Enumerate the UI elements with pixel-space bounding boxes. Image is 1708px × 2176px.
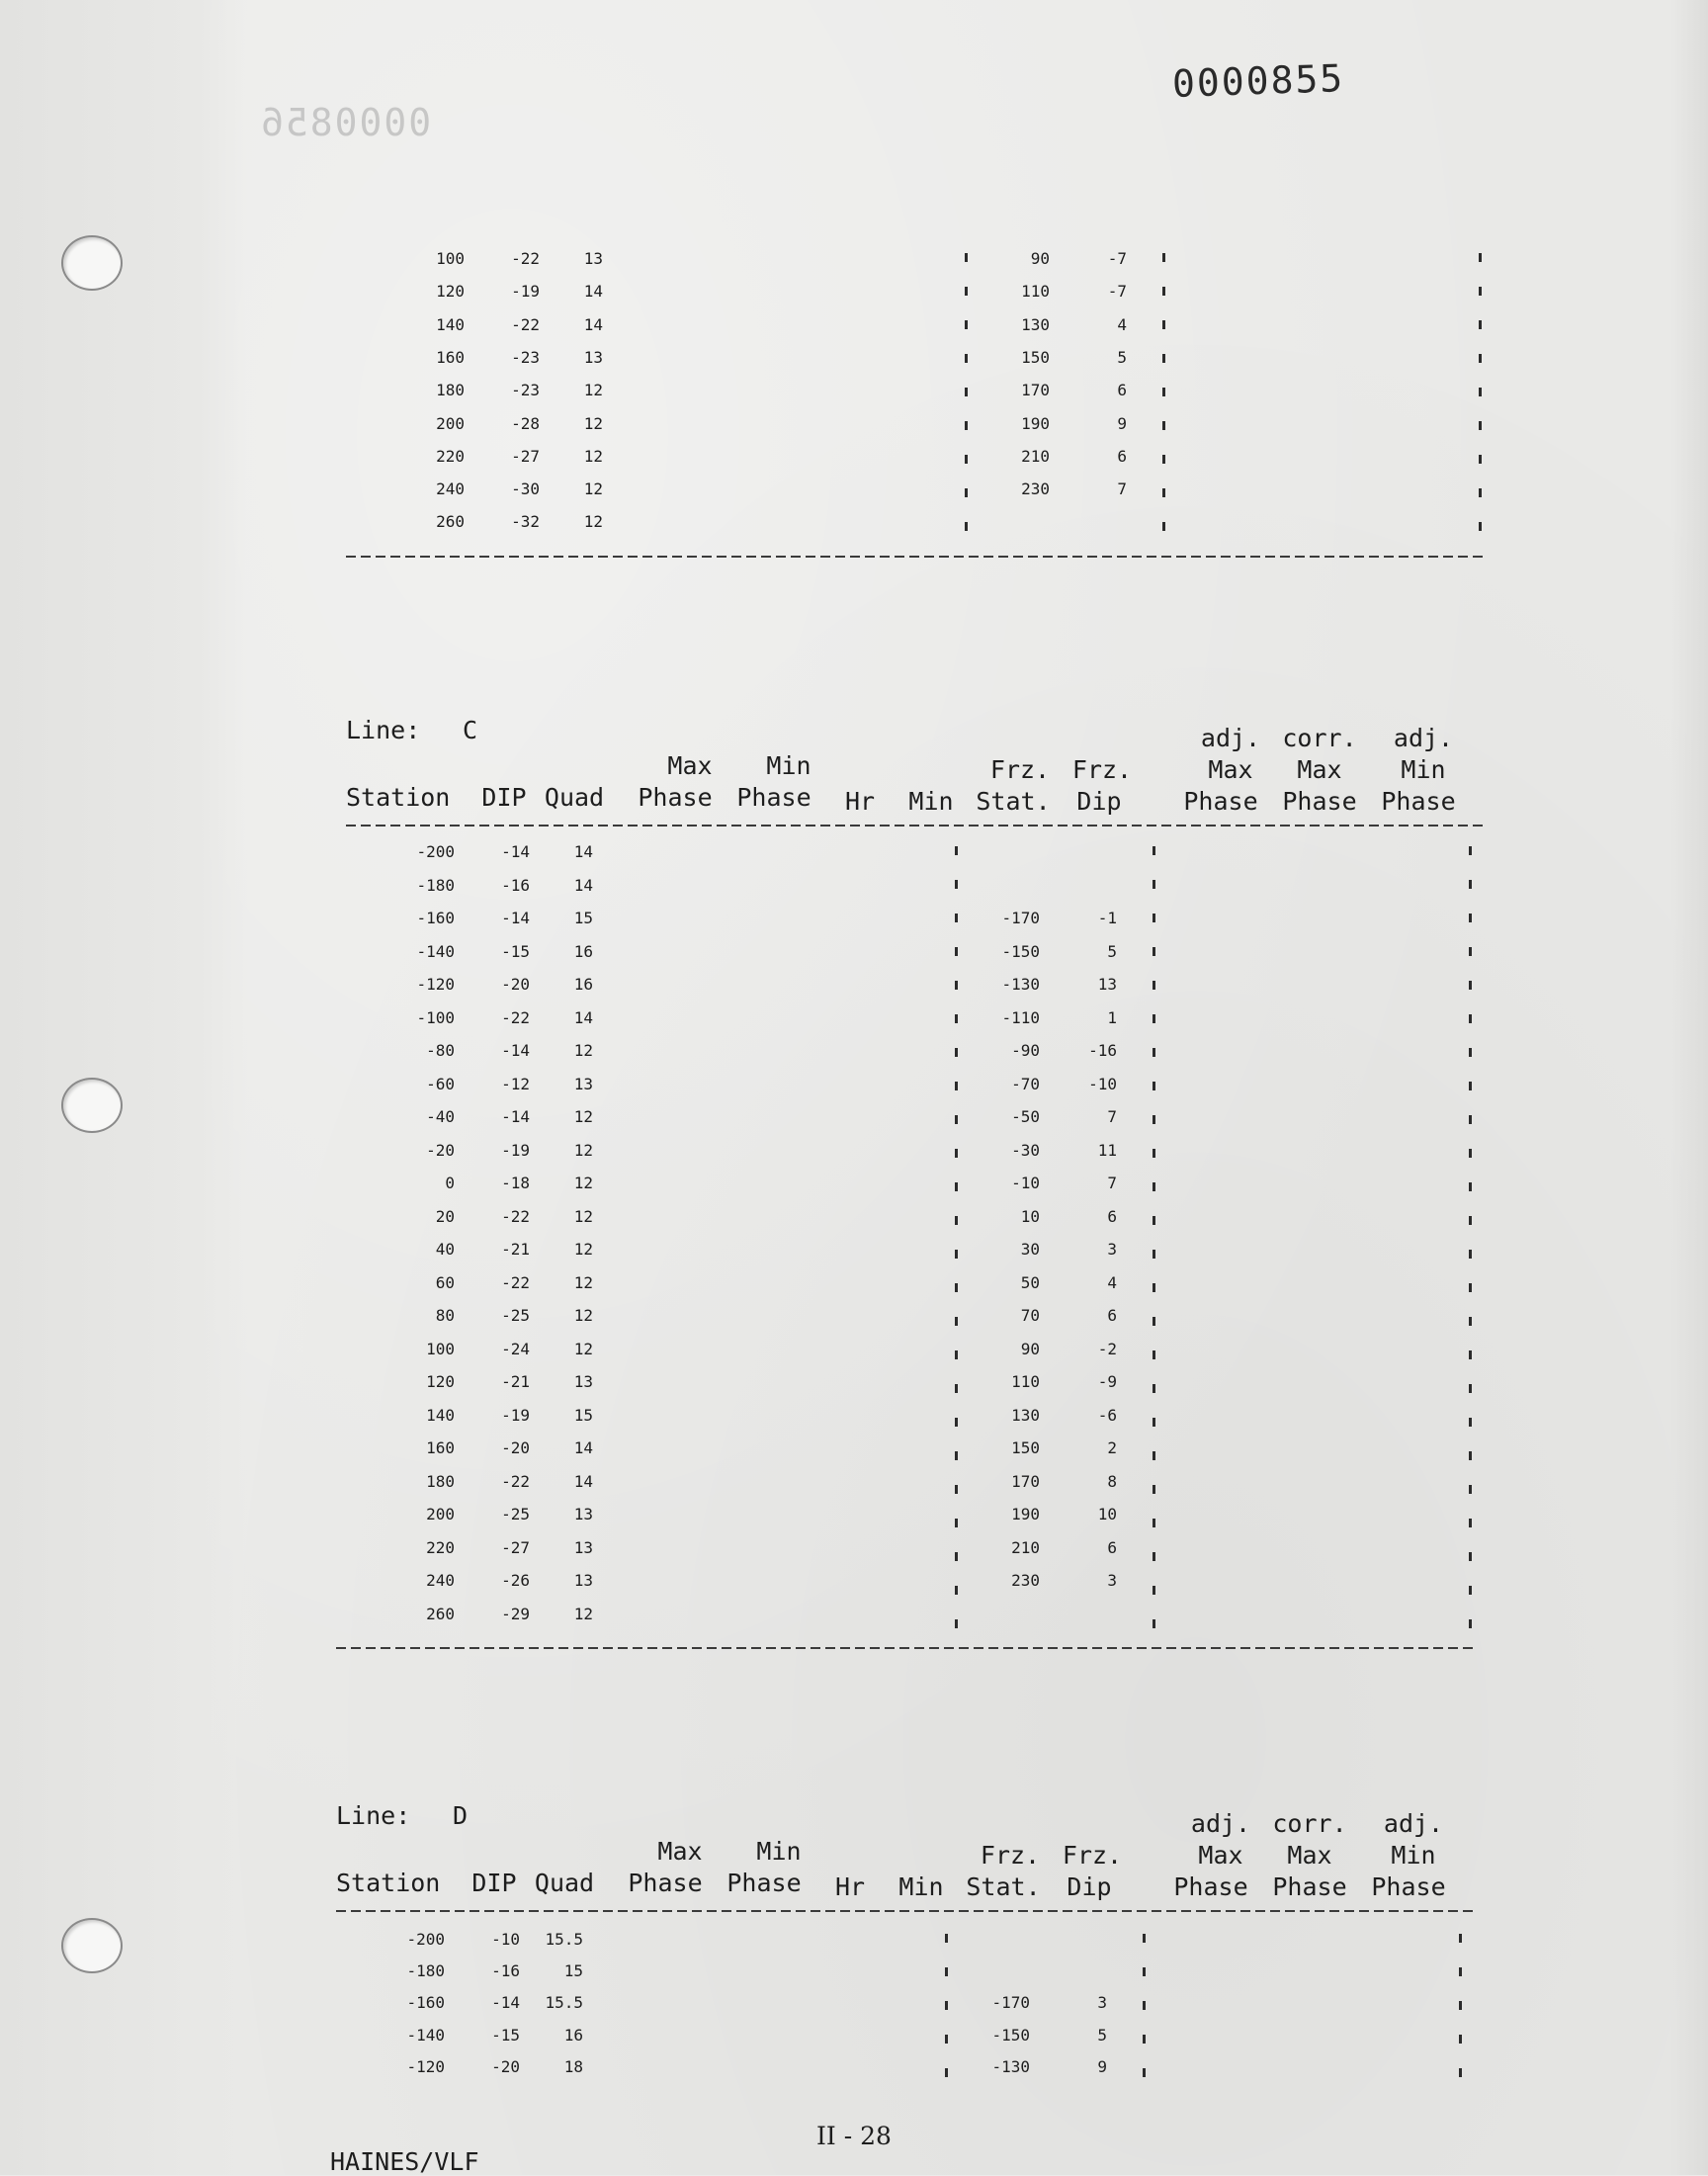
- station-cell: 160: [426, 1438, 455, 1457]
- max-label: Max: [1208, 755, 1253, 784]
- station-cell: 240: [436, 479, 465, 499]
- phase-label: Phase: [1272, 1872, 1347, 1901]
- table-row: [366, 414, 1453, 446]
- table-row: [356, 1273, 1443, 1305]
- frz-label: Frz.: [1071, 755, 1133, 784]
- adj-label: adj.: [1200, 724, 1261, 752]
- quad-cell: 13: [573, 1571, 593, 1590]
- quad-cell: 15: [573, 1405, 593, 1425]
- quad-cell: 12: [573, 1140, 593, 1160]
- frz-stat-cell: 130: [1011, 1405, 1040, 1425]
- dip-cell: -20: [491, 2056, 520, 2076]
- station-cell: 0: [445, 1174, 455, 1192]
- dip-cell: -22: [511, 249, 540, 268]
- phase-label: Phase: [628, 1869, 703, 1897]
- table-row: [356, 1605, 1443, 1636]
- table-row: [346, 1961, 1433, 1993]
- frz-dip-cell: 9: [1097, 2056, 1107, 2076]
- binder-hole-bottom: [61, 1918, 123, 1973]
- quad-cell: 13: [573, 1074, 593, 1093]
- frz-stat-cell: -150: [1001, 941, 1040, 961]
- dip-cell: -24: [501, 1339, 530, 1358]
- phase-label: Phase: [1371, 1872, 1446, 1901]
- dip-cell: -26: [501, 1571, 530, 1590]
- dip-cell: -16: [501, 875, 530, 895]
- frz-dip-cell: 9: [1117, 413, 1127, 433]
- corr-label: corr.: [1282, 724, 1357, 752]
- table-row: [366, 381, 1453, 412]
- table-row: [356, 842, 1443, 874]
- frz-stat-cell: -50: [1011, 1107, 1040, 1126]
- page-left-shadow: [0, 0, 247, 2175]
- phase-label: Phase: [1381, 787, 1456, 816]
- quad-header: Quad: [534, 1869, 595, 1897]
- dip-cell: -25: [501, 1505, 530, 1523]
- hr-header: Hr: [834, 1872, 866, 1901]
- table-row: [356, 1240, 1443, 1271]
- quad-cell: 13: [583, 249, 603, 268]
- frz-dip-cell: 5: [1117, 347, 1127, 367]
- station-cell: 140: [426, 1405, 455, 1425]
- quad-cell: 14: [573, 875, 593, 895]
- table-row: [356, 909, 1443, 940]
- station-cell: 100: [436, 249, 465, 268]
- station-cell: -20: [426, 1140, 455, 1160]
- station-cell: 120: [436, 282, 465, 302]
- table-row: [356, 1340, 1443, 1371]
- dip-cell: -15: [501, 941, 530, 961]
- dip-cell: -20: [501, 1438, 530, 1457]
- frz-dip-cell: -1: [1097, 909, 1117, 927]
- line-id: C: [463, 716, 478, 744]
- min-header: Min: [908, 787, 954, 816]
- page-number: II - 28: [816, 2122, 892, 2150]
- station-cell: -160: [416, 909, 455, 927]
- table-row: [356, 1372, 1443, 1404]
- station-cell: 100: [426, 1339, 455, 1358]
- dip-cell: -21: [501, 1240, 530, 1259]
- quad-cell: 12: [573, 1306, 593, 1325]
- quad-cell: 12: [583, 413, 603, 433]
- adj-label: adj.: [1383, 1809, 1444, 1838]
- phase-label: Phase: [726, 1869, 802, 1897]
- quad-cell: 12: [583, 446, 603, 466]
- table-row: [356, 1571, 1443, 1603]
- frz-stat-cell: 170: [1021, 381, 1050, 400]
- frz-dip-cell: 4: [1107, 1272, 1117, 1292]
- frz-stat-cell: 230: [1011, 1571, 1040, 1590]
- max-label: Max: [667, 751, 713, 780]
- table-row: [366, 315, 1453, 347]
- frz-dip-cell: 5: [1097, 2025, 1107, 2045]
- frz-stat-cell: 10: [1020, 1206, 1040, 1226]
- quad-cell: 12: [583, 381, 603, 400]
- quad-cell: 16: [563, 2025, 583, 2045]
- station-cell: -200: [416, 842, 455, 861]
- frz-stat-cell: 230: [1021, 479, 1050, 499]
- frz-stat-cell: 90: [1030, 249, 1050, 268]
- stat-label: Stat.: [976, 787, 1051, 816]
- frz-label: Frz.: [1062, 1841, 1123, 1870]
- frz-dip-cell: 5: [1107, 941, 1117, 961]
- quad-cell: 14: [573, 1471, 593, 1491]
- dip-cell: -22: [501, 1206, 530, 1226]
- station-cell: 120: [426, 1372, 455, 1391]
- station-cell: -80: [426, 1041, 455, 1060]
- table-row: [366, 479, 1453, 511]
- header-rule: [336, 1910, 1473, 1912]
- quad-cell: 12: [573, 1206, 593, 1226]
- quad-cell: 12: [573, 1272, 593, 1292]
- column-divider: [1479, 253, 1482, 550]
- quad-cell: 12: [573, 1339, 593, 1358]
- table-row: [356, 942, 1443, 974]
- table-row: [356, 1306, 1443, 1338]
- quad-cell: 12: [583, 512, 603, 532]
- station-cell: -40: [426, 1107, 455, 1126]
- frz-label: Frz.: [980, 1841, 1041, 1870]
- frz-dip-cell: 4: [1117, 314, 1127, 334]
- header-rule: [346, 825, 1483, 827]
- frz-dip-cell: 8: [1107, 1471, 1117, 1491]
- station-cell: -140: [416, 941, 455, 961]
- frz-stat-cell: -70: [1011, 1074, 1040, 1093]
- frz-stat-cell: 170: [1011, 1471, 1040, 1491]
- dip-cell: -15: [491, 2025, 520, 2045]
- column-divider: [945, 1934, 948, 2093]
- max-label: Max: [1297, 755, 1342, 784]
- dip-cell: -16: [491, 1961, 520, 1981]
- frz-stat-cell: 190: [1021, 413, 1050, 433]
- column-divider: [1162, 253, 1165, 550]
- station-cell: -100: [416, 1007, 455, 1027]
- table-row: [356, 876, 1443, 908]
- frz-dip-cell: 7: [1117, 479, 1127, 499]
- dip-cell: -27: [511, 446, 540, 466]
- frz-dip-cell: 6: [1107, 1206, 1117, 1226]
- frz-stat-cell: 150: [1011, 1438, 1040, 1457]
- quad-cell: 13: [573, 1537, 593, 1557]
- station-cell: 220: [436, 446, 465, 466]
- max-label: Max: [1287, 1841, 1332, 1870]
- quad-cell: 12: [573, 1041, 593, 1060]
- dip-cell: -14: [501, 1107, 530, 1126]
- frz-dip-cell: -16: [1088, 1041, 1117, 1060]
- table-row: [356, 1008, 1443, 1040]
- page-right-shadow: [1670, 0, 1708, 2175]
- quad-cell: 13: [583, 347, 603, 367]
- min-header: Min: [898, 1872, 944, 1901]
- quad-cell: 12: [583, 479, 603, 499]
- station-cell: 240: [426, 1571, 455, 1590]
- quad-cell: 15.5: [545, 1993, 583, 2013]
- station-cell: -160: [406, 1993, 445, 2013]
- dip-label: Dip: [1067, 1872, 1112, 1901]
- corr-label: corr.: [1272, 1809, 1347, 1838]
- column-divider: [1459, 1934, 1462, 2093]
- frz-stat-cell: 210: [1021, 446, 1050, 466]
- table-row: [356, 975, 1443, 1006]
- station-cell: 220: [426, 1537, 455, 1557]
- frz-dip-cell: 1: [1107, 1007, 1117, 1027]
- frz-dip-cell: 7: [1107, 1107, 1117, 1126]
- quad-cell: 14: [573, 1007, 593, 1027]
- dip-cell: -23: [511, 347, 540, 367]
- frz-stat-cell: 90: [1020, 1339, 1040, 1358]
- station-cell: 60: [435, 1272, 455, 1292]
- frz-dip-cell: 3: [1107, 1240, 1117, 1259]
- line-id: D: [453, 1801, 469, 1830]
- frz-label: Frz.: [989, 755, 1051, 784]
- station-cell: 80: [435, 1306, 455, 1325]
- quad-cell: 16: [573, 975, 593, 994]
- dip-cell: -30: [511, 479, 540, 499]
- quad-cell: 14: [573, 1438, 593, 1457]
- station-cell: -180: [406, 1961, 445, 1981]
- binder-hole-middle: [61, 1078, 123, 1133]
- phase-label: Phase: [638, 783, 713, 812]
- table-row: [346, 2057, 1433, 2089]
- dip-header: DIP: [481, 783, 527, 812]
- frz-dip-cell: 3: [1107, 1571, 1117, 1590]
- adj-label: adj.: [1190, 1809, 1251, 1838]
- quad-cell: 12: [573, 1240, 593, 1259]
- station-header: Station: [336, 1869, 441, 1897]
- frz-stat-cell: 70: [1020, 1306, 1040, 1325]
- frz-dip-cell: 6: [1107, 1537, 1117, 1557]
- dip-cell: -23: [511, 381, 540, 400]
- frz-stat-cell: -150: [991, 2025, 1030, 2045]
- table-row: [346, 1930, 1433, 1961]
- table-row: [366, 512, 1453, 544]
- frz-stat-cell: -170: [991, 1993, 1030, 2013]
- dip-cell: -22: [501, 1272, 530, 1292]
- dip-cell: -29: [501, 1604, 530, 1623]
- column-divider: [1469, 846, 1472, 1641]
- hr-header: Hr: [844, 787, 876, 816]
- column-divider: [1153, 846, 1155, 1641]
- min-label: Min: [1401, 755, 1446, 784]
- column-divider: [955, 846, 958, 1641]
- quad-cell: 13: [573, 1372, 593, 1391]
- phase-label: Phase: [1282, 787, 1357, 816]
- dip-cell: -32: [511, 512, 540, 532]
- phase-label: Phase: [1173, 1872, 1248, 1901]
- dip-cell: -14: [501, 1041, 530, 1060]
- frz-stat-cell: -90: [1011, 1041, 1040, 1060]
- table-row: [346, 2026, 1433, 2057]
- table-row: [356, 1041, 1443, 1073]
- station-cell: -60: [426, 1074, 455, 1093]
- table-row: [356, 1141, 1443, 1173]
- min-label: Min: [756, 1837, 802, 1866]
- frz-stat-cell: 50: [1020, 1272, 1040, 1292]
- table-bottom-rule: [336, 1647, 1473, 1649]
- table-row: [356, 1075, 1443, 1106]
- station-header: Station: [346, 783, 451, 812]
- quad-cell: 13: [573, 1505, 593, 1523]
- quad-cell: 15: [563, 1961, 583, 1981]
- station-cell: 200: [426, 1505, 455, 1523]
- table-row: [356, 1207, 1443, 1239]
- quad-cell: 16: [573, 941, 593, 961]
- station-cell: -120: [416, 975, 455, 994]
- station-cell: -120: [406, 2056, 445, 2076]
- frz-dip-cell: 7: [1107, 1174, 1117, 1192]
- station-cell: 200: [436, 413, 465, 433]
- dip-cell: -22: [511, 314, 540, 334]
- dip-cell: -28: [511, 413, 540, 433]
- dip-header: DIP: [471, 1869, 517, 1897]
- station-cell: -180: [416, 875, 455, 895]
- column-divider: [1143, 1934, 1146, 2093]
- station-cell: 40: [435, 1240, 455, 1259]
- frz-dip-cell: 13: [1097, 975, 1117, 994]
- phase-label: Phase: [1183, 787, 1258, 816]
- frz-stat-cell: -170: [1001, 909, 1040, 927]
- max-label: Max: [1198, 1841, 1243, 1870]
- station-cell: 160: [436, 347, 465, 367]
- station-cell: 260: [436, 512, 465, 532]
- frz-dip-cell: -9: [1097, 1372, 1117, 1391]
- table-row: [346, 1993, 1433, 2025]
- column-divider: [965, 253, 968, 550]
- frz-dip-cell: 3: [1097, 1993, 1107, 2013]
- frz-stat-cell: -130: [991, 2056, 1030, 2076]
- frz-dip-cell: 6: [1107, 1306, 1117, 1325]
- quad-cell: 15.5: [545, 1930, 583, 1949]
- frz-stat-cell: 190: [1011, 1505, 1040, 1523]
- dip-cell: -25: [501, 1306, 530, 1325]
- table-row: [356, 1472, 1443, 1504]
- quad-cell: 15: [573, 909, 593, 927]
- dip-cell: -19: [501, 1405, 530, 1425]
- frz-dip-cell: -2: [1097, 1339, 1117, 1358]
- table-row: [356, 1505, 1443, 1536]
- dip-cell: -14: [491, 1993, 520, 2013]
- dip-label: Dip: [1076, 787, 1122, 816]
- dip-cell: -14: [501, 909, 530, 927]
- station-cell: -200: [406, 1930, 445, 1949]
- quad-cell: 12: [573, 1174, 593, 1192]
- frz-stat-cell: 210: [1011, 1537, 1040, 1557]
- station-cell: 140: [436, 314, 465, 334]
- dip-cell: -10: [491, 1930, 520, 1949]
- table-bottom-rule: [346, 556, 1483, 558]
- dip-cell: -14: [501, 842, 530, 861]
- dip-cell: -19: [501, 1140, 530, 1160]
- frz-dip-cell: 6: [1117, 381, 1127, 400]
- min-label: Min: [766, 751, 811, 780]
- quad-cell: 18: [563, 2056, 583, 2076]
- frz-dip-cell: -10: [1088, 1074, 1117, 1093]
- frz-stat-cell: -110: [1001, 1007, 1040, 1027]
- line-label: Line:: [346, 716, 421, 744]
- frz-dip-cell: -7: [1107, 282, 1127, 302]
- frz-dip-cell: -6: [1097, 1405, 1117, 1425]
- max-label: Max: [657, 1837, 703, 1866]
- frz-stat-cell: -30: [1011, 1140, 1040, 1160]
- quad-cell: 14: [583, 314, 603, 334]
- frz-stat-cell: 30: [1020, 1240, 1040, 1259]
- adj-label: adj.: [1393, 724, 1454, 752]
- station-cell: 180: [426, 1471, 455, 1491]
- quad-cell: 14: [583, 282, 603, 302]
- frz-dip-cell: 2: [1107, 1438, 1117, 1457]
- station-cell: 260: [426, 1604, 455, 1623]
- table-row: [356, 1107, 1443, 1139]
- station-cell: 20: [435, 1206, 455, 1226]
- dip-cell: -21: [501, 1372, 530, 1391]
- table-row: [366, 447, 1453, 479]
- quad-cell: 12: [573, 1107, 593, 1126]
- table-row: [366, 249, 1453, 281]
- binder-hole-top: [61, 235, 123, 291]
- source-label: HAINES/VLF: [330, 2147, 479, 2176]
- table-row: [356, 1438, 1443, 1470]
- frz-stat-cell: 110: [1021, 282, 1050, 302]
- dip-cell: -27: [501, 1537, 530, 1557]
- frz-dip-cell: -7: [1107, 249, 1127, 268]
- quad-cell: 12: [573, 1604, 593, 1623]
- station-cell: -140: [406, 2025, 445, 2045]
- frz-stat-cell: -10: [1011, 1174, 1040, 1192]
- quad-cell: 14: [573, 842, 593, 861]
- dip-cell: -19: [511, 282, 540, 302]
- frz-stat-cell: 110: [1011, 1372, 1040, 1391]
- frz-stat-cell: -130: [1001, 975, 1040, 994]
- table-row: [356, 1174, 1443, 1205]
- frz-stat-cell: 150: [1021, 347, 1050, 367]
- table-row: [366, 282, 1453, 313]
- stat-label: Stat.: [966, 1872, 1041, 1901]
- dip-cell: -18: [501, 1174, 530, 1192]
- table-row: [356, 1538, 1443, 1570]
- frz-dip-cell: 11: [1097, 1140, 1117, 1160]
- document-number: 0000855: [1171, 55, 1345, 107]
- quad-header: Quad: [544, 783, 605, 812]
- dip-cell: -22: [501, 1471, 530, 1491]
- bleedthrough-number: 0000856: [259, 101, 432, 144]
- min-label: Min: [1391, 1841, 1436, 1870]
- frz-dip-cell: 6: [1117, 446, 1127, 466]
- line-label: Line:: [336, 1801, 411, 1830]
- phase-label: Phase: [736, 783, 811, 812]
- frz-stat-cell: 130: [1021, 314, 1050, 334]
- dip-cell: -12: [501, 1074, 530, 1093]
- dip-cell: -20: [501, 975, 530, 994]
- dip-cell: -22: [501, 1007, 530, 1027]
- station-cell: 180: [436, 381, 465, 400]
- frz-dip-cell: 10: [1097, 1505, 1117, 1523]
- table-row: [356, 1406, 1443, 1437]
- table-row: [366, 348, 1453, 380]
